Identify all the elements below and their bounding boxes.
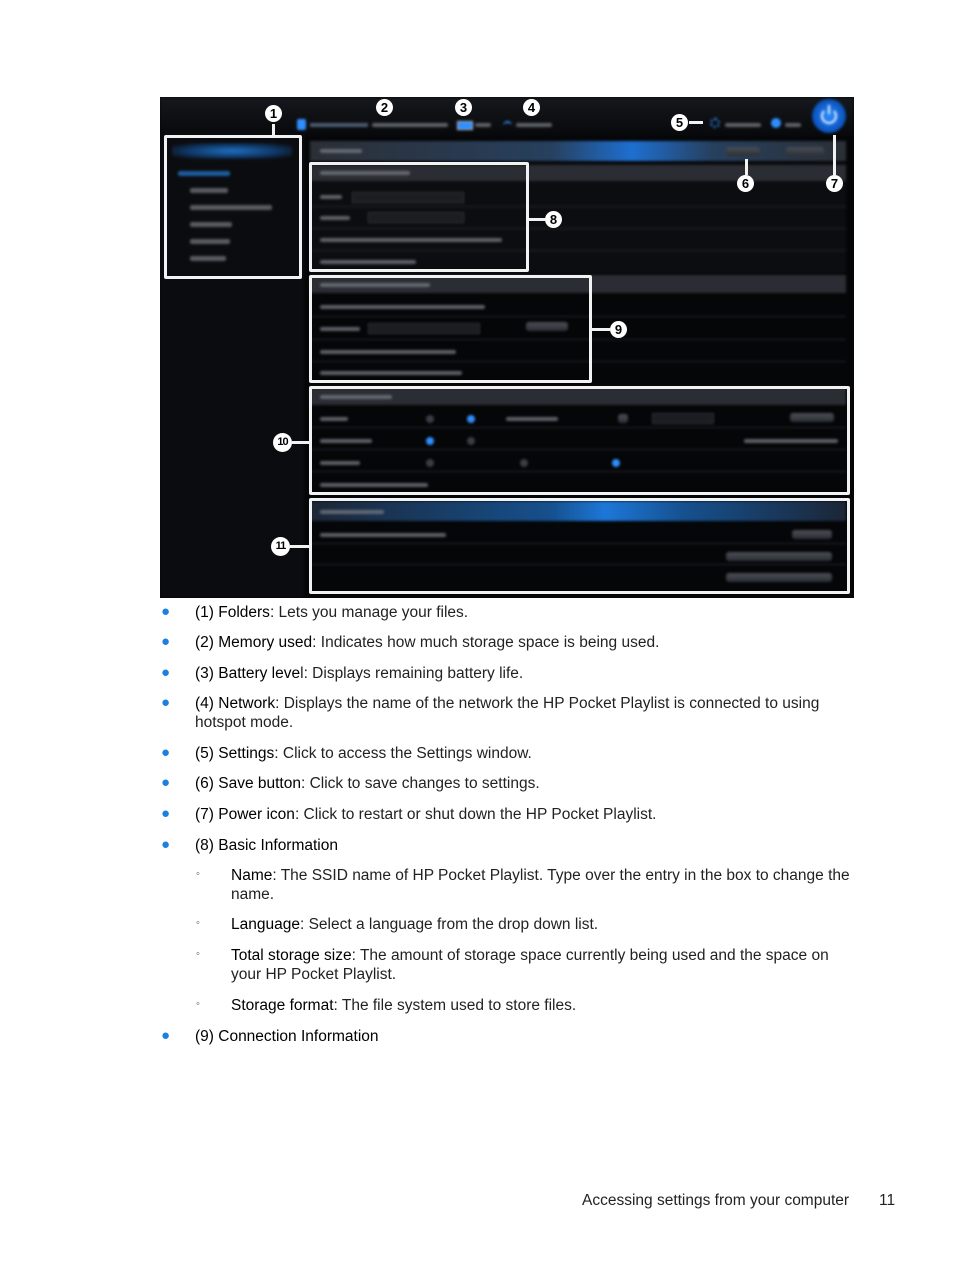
callout-box-hotspot bbox=[309, 386, 850, 495]
callout-badge: 2 bbox=[376, 99, 393, 116]
list-item: (7) Power icon: Click to restart or shut down the HP Pocket Playlist. bbox=[195, 806, 657, 823]
bullet-icon: ● bbox=[161, 836, 171, 853]
leader-line bbox=[529, 218, 545, 221]
bullet-icon: ● bbox=[161, 694, 171, 711]
leader-line bbox=[592, 328, 610, 331]
leader-line bbox=[745, 159, 748, 175]
sub-bullet-icon: ◦ bbox=[196, 917, 200, 929]
callout-box-basic-info bbox=[309, 162, 529, 272]
power-icon bbox=[812, 99, 846, 133]
callout-badge: 1 bbox=[265, 105, 282, 122]
bullet-icon: ● bbox=[161, 774, 171, 791]
wifi-icon bbox=[503, 121, 512, 130]
battery-text bbox=[475, 123, 491, 127]
list-item: (8) Basic Information bbox=[195, 837, 338, 854]
sub-list-item: Storage format: The file system used to store files. bbox=[231, 997, 577, 1014]
callout-badge: 9 bbox=[610, 321, 627, 338]
sub-list-item: Total storage size: The amount of storage space currently being used and the space on bbox=[231, 947, 829, 964]
callout-badge: 8 bbox=[545, 211, 562, 228]
page-number: 11 bbox=[879, 1192, 896, 1209]
sub-list-item-continuation: your HP Pocket Playlist. bbox=[231, 966, 397, 983]
list-item: (3) Battery level: Displays remaining battery life. bbox=[195, 665, 524, 682]
battery-icon bbox=[457, 121, 473, 130]
list-item: (1) Folders: Lets you manage your files. bbox=[195, 604, 469, 621]
memory-icon bbox=[297, 119, 306, 130]
network-text bbox=[516, 123, 552, 127]
bullet-icon: ● bbox=[161, 603, 171, 620]
sub-bullet-icon: ◦ bbox=[196, 868, 200, 880]
list-item: (4) Network: Displays the name of the network the HP Pocket Playlist is connected to using bbox=[195, 695, 820, 712]
settings-title bbox=[320, 149, 362, 153]
sub-list-item: Language: Select a language from the drop down list. bbox=[231, 916, 599, 933]
leader-line bbox=[290, 545, 309, 548]
sub-bullet-icon: ◦ bbox=[196, 948, 200, 960]
callout-box-folders bbox=[164, 135, 302, 279]
leader-line bbox=[833, 135, 836, 175]
gear-icon bbox=[710, 118, 720, 128]
save-button bbox=[726, 147, 760, 156]
memory-bar bbox=[310, 123, 368, 127]
list-item: (6) Save button: Click to save changes to settings. bbox=[195, 775, 540, 792]
list-item: (2) Memory used: Indicates how much storage space is being used. bbox=[195, 634, 660, 651]
settings-title-bar bbox=[310, 141, 846, 161]
cancel-button bbox=[786, 147, 824, 156]
bullet-icon: ● bbox=[161, 744, 171, 761]
list-item-continuation: hotspot mode. bbox=[195, 714, 294, 731]
leader-line bbox=[689, 121, 703, 124]
callout-badge: 6 bbox=[737, 175, 754, 192]
info-icon bbox=[771, 118, 781, 128]
callout-box-maintenance bbox=[309, 498, 850, 594]
callout-badge: 11 bbox=[271, 537, 290, 556]
bullet-icon: ● bbox=[161, 1027, 171, 1044]
settings-screenshot bbox=[160, 97, 854, 598]
top-bar bbox=[160, 97, 854, 137]
sub-list-item: Name: The SSID name of HP Pocket Playlist. Type over the entry in the box to change the bbox=[231, 867, 850, 884]
settings-text bbox=[725, 123, 761, 127]
list-item: (9) Connection Information bbox=[195, 1028, 379, 1045]
callout-badge: 10 bbox=[273, 433, 292, 452]
list-item: (5) Settings: Click to access the Settings window. bbox=[195, 745, 532, 762]
bullet-icon: ● bbox=[161, 805, 171, 822]
bullet-icon: ● bbox=[161, 633, 171, 650]
leader-line bbox=[292, 441, 309, 444]
callout-box-connection bbox=[309, 275, 592, 383]
callout-badge: 5 bbox=[671, 114, 688, 131]
callout-badge: 4 bbox=[523, 99, 540, 116]
sub-bullet-icon: ◦ bbox=[196, 998, 200, 1010]
sub-list-item-continuation: name. bbox=[231, 886, 275, 903]
callout-badge: 7 bbox=[826, 175, 843, 192]
bullet-icon: ● bbox=[161, 664, 171, 681]
callout-badge: 3 bbox=[455, 99, 472, 116]
leader-line bbox=[272, 124, 275, 137]
info-text bbox=[785, 123, 801, 127]
memory-text bbox=[372, 123, 448, 127]
footer-title: Accessing settings from your computer bbox=[582, 1192, 850, 1209]
